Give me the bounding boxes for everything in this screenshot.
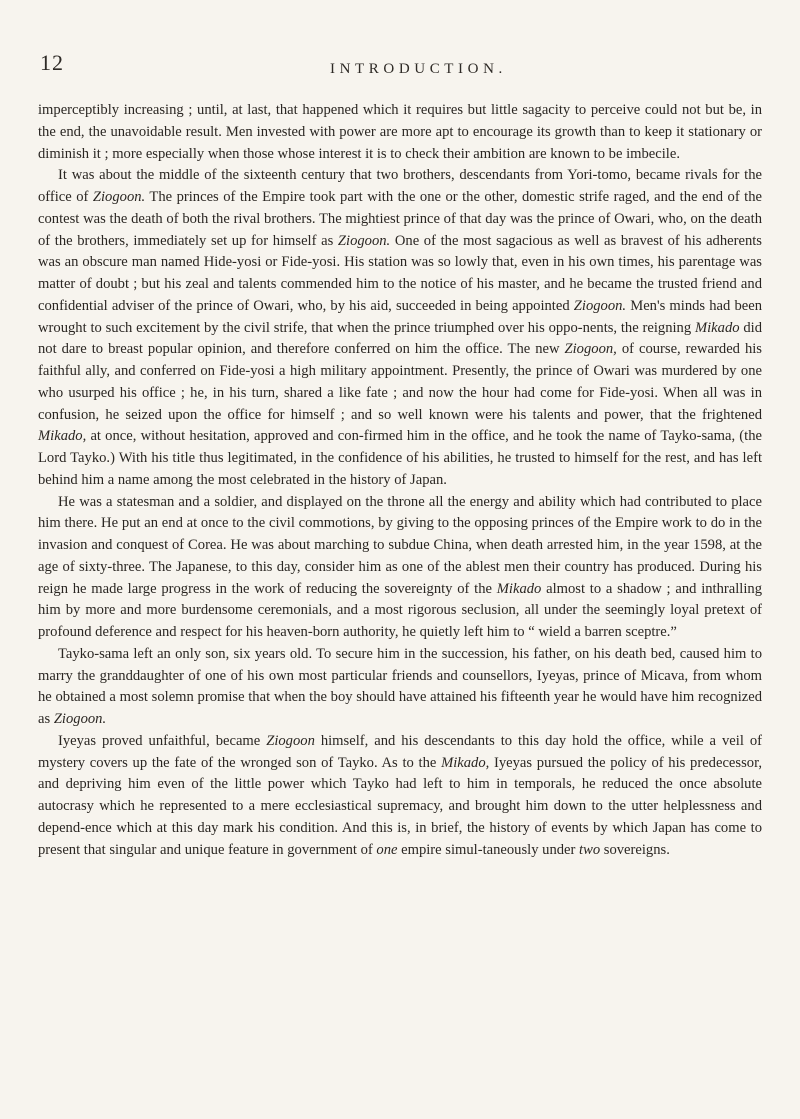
text-run: did not dare to breast popular opinion, and therefore conferred on him the office. The new [38, 319, 763, 358]
text-run: Iyeyas pursued the policy of his predecessor, and depriving him even of the little power which Tayko had left to him in temporals, he reduced the once absolute autocrasy which he represented to a mere ecclesiastical supremacy, and brought him down to the utter helplessness and depend-ence which at this day mark his condition. And this is, in brief, the history of events by which Japan has come to present that singular and unique feature in government of [38, 754, 762, 858]
paragraph [38, 731, 762, 862]
italic-text: Ziogoon, [564, 341, 617, 358]
italic-text: Mikado [694, 319, 740, 336]
text-run: almost to a shadow ; and inthralling him by more and more burdensome ceremonials, and a most rigorous seclusion, all under the seemingly loyal pretext of profound deference and respect for his heaven-born authority, he quietly left him to “ wield a barren sceptre.” [38, 580, 762, 640]
text-run: He was a statesman and a soldier, and displayed on the throne all the energy and ability which had contributed to place him there. He put an end at once to the civil commotions, by giving to the opposing princes of the Empire work to do in the invasion and conquest of Corea. He was about marching to subdue China, when death arrested him, in the year 1598, at the age of sixty-three. The Japanese, to this day, consider him as one of the ablest men their country has produced. During his reign he made large progress in the work of reducing the sovereignty of the [38, 493, 762, 597]
italic-text: Ziogoon. [337, 232, 391, 249]
italic-text: Ziogoon. [573, 297, 627, 314]
text-run: The princes of the Empire took part with the one or the other, domestic strife raged, and the end of the contest was the death of both the rival brothers. The mightiest prince of that day was the prince of Owari, who, on the death of the brothers, immediately set up for himself as [38, 189, 763, 249]
italic-text: Ziogoon. [53, 711, 107, 727]
text-run: Tayko-sama left an only son, six years old. To secure him in the succession, his father, on his death bed, caused him to marry the granddaughter of one of his own most particular friends and counsellors, Iyeyas, prince of Micava, from whom he obtained a most solemn promise that when the boy should have attained his fifteenth year he would have him recognized as [38, 645, 762, 727]
page-number: 12 [40, 50, 64, 75]
italic-text: Mikado, [441, 754, 490, 771]
paragraph [38, 644, 762, 731]
text-run: of course, rewarded his faithful ally, and conferred on Fide-yosi a high military appointment. Presently, the prince of Owari was murdered by one who usurped his office ; he, in his turn, shared a like fate ; and now the hour had come for Fide-yosi. When all was in confusion, he seized upon the office for himself ; and so well known were his talents and power, that the frightened [38, 341, 762, 423]
text-run: One of the most sagacious as well as bravest of his adherents was an obscure man named Hide-yosi or Fide-yosi. His station was so lowly that, even in his own times, his parentage was matter of doubt ; but his zeal and talents commended him to the notice of his master, and he became the trusted friend and confidential adviser of the prince of Owari, who, by his aid, succeeded in being appointed [38, 232, 762, 314]
text-run: empire simul-taneously under [397, 841, 580, 858]
text-run: himself, and his descendants to this day hold the office, while a veil of mystery covers up the fate of the wronged son of Tayko. As to the [38, 732, 762, 771]
paragraph [38, 492, 762, 644]
italic-text: one [376, 841, 398, 858]
text-run: Iyeyas proved unfaithful, became [58, 732, 267, 749]
italic-text: Ziogoon [266, 732, 315, 749]
running-title: INTRODUCTION. [330, 61, 507, 77]
italic-text: two [579, 841, 601, 858]
paragraph [38, 165, 762, 491]
text-run: imperceptibly increasing ; until, at last, that happened which it requires but little sagacity to perceive could not but be, in the end, the unavoidable result. Men invested with power are more apt to encourage its growth than to keep it stationary or diminish it ; more especially when those whose interest it is to check their ambition are known to be imbecile. [38, 102, 762, 162]
italic-text: Ziogoon. [92, 189, 146, 205]
italic-text: Mikado [496, 580, 542, 597]
italic-text: Mikado, [38, 428, 87, 445]
text-run: sovereigns. [600, 841, 670, 858]
body-text [38, 100, 762, 861]
text-run: Men's minds had been wrought to such excitement by the civil strife, that when the prince triumphed over his oppo-nents, the reigning [38, 297, 762, 336]
paragraph [38, 100, 762, 165]
text-run: at once, without hesitation, approved and con-firmed him in the office, and he took the name of Tayko-sama, (the Lord Tayko.) With his title thus legitimated, in the confidence of his abilities, he trusted to himself for the rest, and has left behind him a name among the most celebrated in the history of Japan. [38, 428, 762, 488]
text-run: It was about the middle of the sixteenth century that two brothers, descendants from Yori-tomo, became rivals for the office of [38, 167, 762, 205]
